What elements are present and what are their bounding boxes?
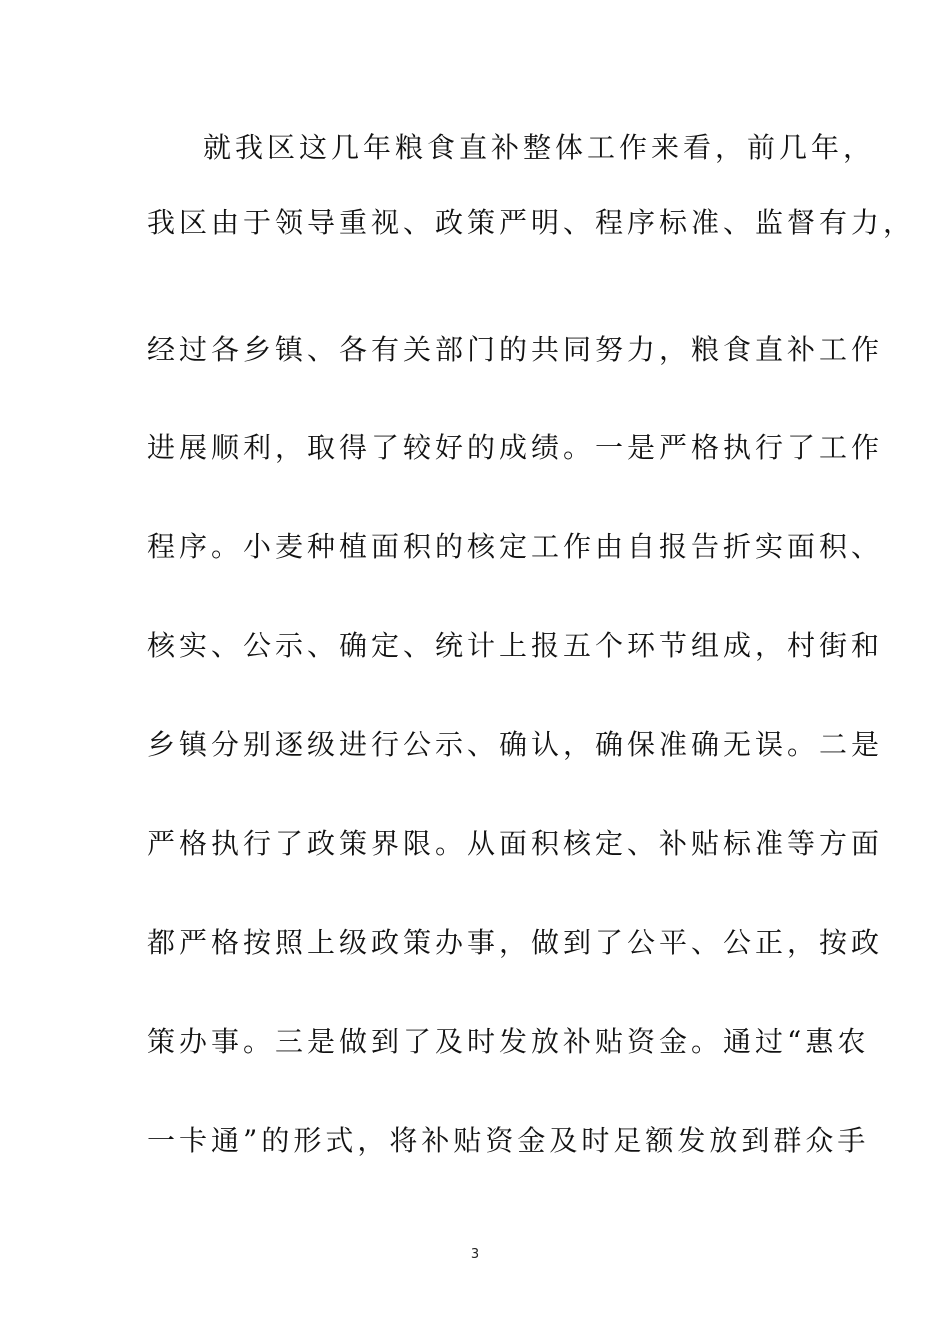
paragraph-line: 我区由于领导重视、政策严明、程序标准、监督有力， [147,206,916,239]
paragraph-line: 程序。小麦种植面积的核定工作由自报告折实面积、 [147,530,884,563]
page-number: 3 [470,1247,480,1262]
paragraph-line: 经过各乡镇、各有关部门的共同努力，粮食直补工作 [147,333,884,366]
paragraph-line: 乡镇分别逐级进行公示、确认，确保准确无误。二是 [147,728,884,761]
paragraph-line: 就我区这几年粮食直补整体工作来看，前几年， [203,131,876,164]
paragraph-line: 策办事。三是做到了及时发放补贴资金。通过“惠农 [147,1025,870,1058]
paragraph-line: 进展顺利，取得了较好的成绩。一是严格执行了工作 [147,431,884,464]
paragraph-line: 一卡通”的形式，将补贴资金及时足额发放到群众手 [147,1124,870,1157]
paragraph-line: 核实、公示、确定、统计上报五个环节组成，村街和 [147,629,884,662]
paragraph-line: 都严格按照上级政策办事，做到了公平、公正，按政 [147,926,884,959]
paragraph-line: 严格执行了政策界限。从面积核定、补贴标准等方面 [147,827,884,860]
